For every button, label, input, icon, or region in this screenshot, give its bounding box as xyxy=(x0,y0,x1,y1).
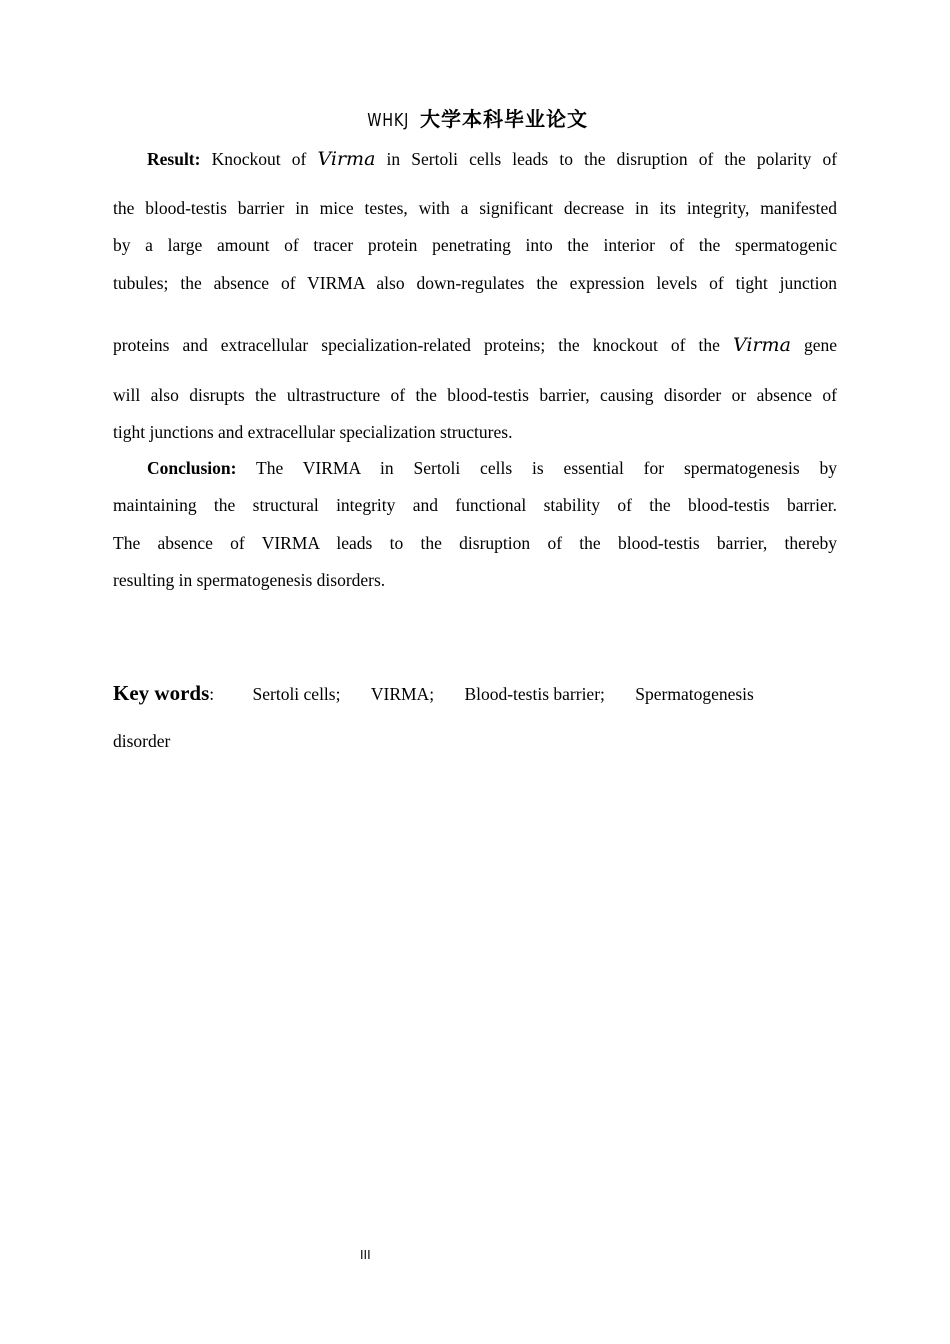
running-header xyxy=(0,104,950,136)
keyword-item: Spermatogenesis xyxy=(635,684,754,704)
result-line-6: will also disrupts the ultrastructure of the blood-testis barrier, causing disorder or absence of xyxy=(113,385,837,405)
result-line-1 xyxy=(147,147,837,171)
conclusion-line-2: maintaining the structural integrity and functional stability of the blood-testis barrier. xyxy=(113,495,837,515)
result-line-5 xyxy=(113,333,837,357)
text-segment: Knockout xyxy=(211,149,281,169)
result-label: Result: xyxy=(147,149,201,169)
keyword-item: Sertoli cells; xyxy=(252,684,341,704)
result-line-3: by a large amount of tracer protein penetrating into the interior of the spermatogenic xyxy=(113,235,837,255)
keyword-item: VIRMA; xyxy=(370,684,435,704)
conclusion-line-3: The absence of VIRMA leads to the disruption of the blood-testis barrier, thereby xyxy=(113,533,837,553)
text-segment: of xyxy=(291,149,307,169)
result-line-2: the blood-testis barrier in mice testes, with a significant decrease in its integrity, manifested xyxy=(113,198,837,218)
result-line-7: tight junctions and extracellular specialization structures. xyxy=(113,422,513,442)
text-segment: The VIRMA in Sertoli cells is essential for spermatogenesis by xyxy=(256,458,837,478)
conclusion-line-4: resulting in spermatogenesis disorders. xyxy=(113,570,386,590)
page-number: III xyxy=(360,1248,371,1262)
conclusion-label: Conclusion: xyxy=(147,458,237,478)
header-title: 大学本科毕业论文 xyxy=(419,107,588,131)
text-segment: proteins and extracellular specialization-related proteins; the knockout of the xyxy=(113,335,720,355)
gene-name: Virma xyxy=(317,148,376,170)
header-latin: WHKJ xyxy=(367,110,410,131)
keywords-line xyxy=(113,678,837,709)
keywords-label: Key words xyxy=(113,681,210,705)
keyword-continuation: disorder xyxy=(113,731,171,751)
keyword-item: Blood-testis barrier; xyxy=(464,684,605,704)
conclusion-line-1 xyxy=(147,456,837,480)
text-segment: cells leads xyxy=(469,149,549,169)
result-line-4: tubules; the absence of VIRMA also down-regulates the expression levels of tight junction xyxy=(113,273,837,293)
text-segment: to the disruption of the polarity of xyxy=(559,149,838,169)
text-segment: in Sertoli xyxy=(386,149,458,169)
gene-name: Virma xyxy=(733,334,791,356)
text-segment: gene xyxy=(803,335,837,355)
keywords-colon: : xyxy=(209,684,215,704)
